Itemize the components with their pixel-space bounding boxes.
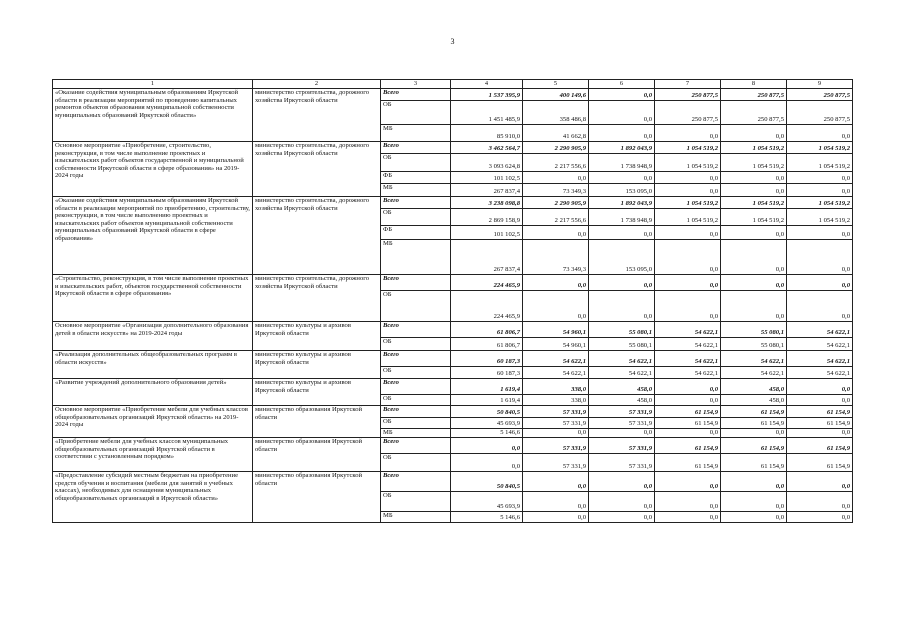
activity-description: Основное мероприятие «Организация дополнительного образования детей в области искусств» на 2019-2024 годы [53, 322, 253, 351]
amount-cell: 0,0 [787, 184, 853, 197]
header-row [53, 80, 853, 89]
amount-cell: 54 622,1 [787, 367, 853, 379]
amount-cell: 55 080,1 [721, 338, 787, 351]
table-row [53, 406, 853, 418]
header-cell: 2 [253, 80, 381, 89]
header-cell: 3 [381, 80, 451, 89]
amount-cell: 2 290 905,9 [523, 197, 589, 209]
funding-source-cell: Всего [381, 472, 451, 492]
amount-cell: 54 622,1 [787, 322, 853, 338]
funding-source-cell: ОБ [381, 291, 451, 322]
amount-cell: 0,0 [721, 291, 787, 322]
amount-cell: 1 619,4 [451, 379, 523, 395]
funding-source-cell: Всего [381, 197, 451, 209]
amount-cell: 73 349,3 [523, 184, 589, 197]
funding-source-cell: ОБ [381, 367, 451, 379]
amount-cell: 1 054 519,2 [787, 209, 853, 226]
amount-cell: 0,0 [523, 492, 589, 512]
page-number: 3 [450, 37, 455, 46]
amount-cell: 338,0 [523, 395, 589, 406]
amount-cell: 2 869 158,9 [451, 209, 523, 226]
funding-source-cell: ФБ [381, 226, 451, 240]
table-row [53, 438, 853, 454]
amount-cell: 1 451 485,9 [451, 101, 523, 125]
header-cell: 8 [721, 80, 787, 89]
amount-cell: 54 622,1 [523, 367, 589, 379]
amount-cell: 2 290 905,9 [523, 142, 589, 154]
amount-cell: 61 154,9 [655, 454, 721, 472]
activity-description: Основное мероприятие «Приобретение, строительство, реконструкция, в том числе выполнение проектных и изыскательских работ объектов государственной и муниципальной собственности Иркутской области в сфере образования» на 2019-2024 годы [53, 142, 253, 197]
funding-source-cell: ОБ [381, 338, 451, 351]
amount-cell: 61 154,9 [655, 406, 721, 418]
amount-cell: 1 054 519,2 [655, 154, 721, 172]
amount-cell: 60 187,3 [451, 367, 523, 379]
executor-cell: министерство образования Иркутской области [253, 472, 381, 523]
amount-cell: 0,0 [655, 512, 721, 523]
amount-cell: 0,0 [721, 472, 787, 492]
amount-cell: 0,0 [787, 240, 853, 275]
amount-cell: 1 054 519,2 [655, 197, 721, 209]
amount-cell: 0,0 [787, 226, 853, 240]
amount-cell: 0,0 [589, 429, 655, 438]
amount-cell: 1 738 948,9 [589, 154, 655, 172]
amount-cell: 0,0 [655, 379, 721, 395]
header-cell: 9 [787, 80, 853, 89]
amount-cell: 3 238 098,8 [451, 197, 523, 209]
amount-cell: 153 095,0 [589, 184, 655, 197]
amount-cell: 54 622,1 [655, 367, 721, 379]
amount-cell: 0,0 [787, 429, 853, 438]
table-row [53, 197, 853, 209]
amount-cell: 0,0 [451, 454, 523, 472]
amount-cell: 0,0 [787, 492, 853, 512]
amount-cell: 250 877,5 [655, 101, 721, 125]
amount-cell: 1 054 519,2 [721, 154, 787, 172]
amount-cell: 1 054 519,2 [721, 197, 787, 209]
amount-cell: 0,0 [523, 429, 589, 438]
budget-table [52, 79, 853, 523]
amount-cell: 0,0 [589, 291, 655, 322]
amount-cell: 0,0 [721, 172, 787, 184]
amount-cell: 400 149,6 [523, 89, 589, 101]
funding-source-cell: ОБ [381, 454, 451, 472]
amount-cell: 61 154,9 [787, 454, 853, 472]
amount-cell: 54 622,1 [589, 351, 655, 367]
amount-cell: 41 662,8 [523, 125, 589, 142]
amount-cell: 61 154,9 [787, 438, 853, 454]
amount-cell: 5 146,6 [451, 512, 523, 523]
funding-source-cell: ОБ [381, 492, 451, 512]
funding-source-cell: ОБ [381, 418, 451, 429]
amount-cell: 5 146,6 [451, 429, 523, 438]
executor-cell: министерство строительства, дорожного хозяйства Иркутской области [253, 275, 381, 322]
amount-cell: 85 910,0 [451, 125, 523, 142]
amount-cell: 458,0 [721, 379, 787, 395]
amount-cell: 45 693,9 [451, 492, 523, 512]
amount-cell: 1 892 043,9 [589, 142, 655, 154]
amount-cell: 57 331,9 [589, 418, 655, 429]
amount-cell: 267 837,4 [451, 184, 523, 197]
funding-source-cell: МБ [381, 184, 451, 197]
funding-source-cell: ОБ [381, 154, 451, 172]
amount-cell: 358 486,8 [523, 101, 589, 125]
amount-cell: 61 154,9 [655, 438, 721, 454]
amount-cell: 0,0 [721, 512, 787, 523]
amount-cell: 54 622,1 [589, 367, 655, 379]
amount-cell: 0,0 [655, 395, 721, 406]
amount-cell: 60 187,3 [451, 351, 523, 367]
funding-source-cell: Всего [381, 89, 451, 101]
amount-cell: 0,0 [655, 429, 721, 438]
amount-cell: 0,0 [589, 512, 655, 523]
amount-cell: 101 102,5 [451, 172, 523, 184]
activity-description: «Приобретение мебели для учебных классов муниципальных общеобразовательных организаций Иркутской области в соответствии с установленным порядком» [53, 438, 253, 472]
funding-source-cell: Всего [381, 322, 451, 338]
amount-cell: 224 465,9 [451, 275, 523, 291]
amount-cell: 57 331,9 [589, 406, 655, 418]
amount-cell: 0,0 [721, 429, 787, 438]
amount-cell: 0,0 [589, 492, 655, 512]
amount-cell: 0,0 [523, 172, 589, 184]
table-row [53, 322, 853, 338]
amount-cell: 57 331,9 [523, 454, 589, 472]
activity-description: «Оказание содействия муниципальным образованиям Иркутской области в реализации мероприятий по проведению капитальных ремонтов объектов образования муниципальной собственности муниципальных образований Иркутской области» [53, 89, 253, 142]
amount-cell: 0,0 [523, 275, 589, 291]
amount-cell: 73 349,3 [523, 240, 589, 275]
amount-cell: 0,0 [655, 240, 721, 275]
activity-description: «Предоставление субсидий местным бюджетам на приобретение средств обучения и воспитания (мебели для занятий в учебных классах), необходимых для оснащения муниципальных общеобразовательных организаций в Иркутской области» [53, 472, 253, 523]
amount-cell: 458,0 [721, 395, 787, 406]
amount-cell: 1 054 519,2 [787, 142, 853, 154]
amount-cell: 3 093 624,8 [451, 154, 523, 172]
amount-cell: 54 622,1 [523, 351, 589, 367]
table-row [53, 142, 853, 154]
amount-cell: 57 331,9 [589, 438, 655, 454]
amount-cell: 0,0 [589, 125, 655, 142]
amount-cell: 54 622,1 [655, 338, 721, 351]
funding-source-cell: Всего [381, 438, 451, 454]
activity-description: Основное мероприятие «Приобретение мебели для учебных классов общеобразовательных организаций Иркутской области» на 2019-2024 годы [53, 406, 253, 438]
amount-cell: 0,0 [787, 172, 853, 184]
amount-cell: 55 080,1 [589, 322, 655, 338]
amount-cell: 0,0 [655, 184, 721, 197]
amount-cell: 250 877,5 [655, 89, 721, 101]
amount-cell: 0,0 [787, 125, 853, 142]
amount-cell: 0,0 [721, 275, 787, 291]
amount-cell: 250 877,5 [787, 89, 853, 101]
amount-cell: 0,0 [721, 240, 787, 275]
header-cell: 7 [655, 80, 721, 89]
funding-source-cell: ФБ [381, 172, 451, 184]
amount-cell: 54 622,1 [787, 338, 853, 351]
executor-cell: министерство образования Иркутской области [253, 406, 381, 438]
amount-cell: 61 154,9 [655, 418, 721, 429]
amount-cell: 61 806,7 [451, 322, 523, 338]
amount-cell: 267 837,4 [451, 240, 523, 275]
amount-cell: 54 960,1 [523, 322, 589, 338]
amount-cell: 61 806,7 [451, 338, 523, 351]
amount-cell: 0,0 [589, 172, 655, 184]
amount-cell: 3 462 564,7 [451, 142, 523, 154]
executor-cell: министерство образования Иркутской области [253, 438, 381, 472]
table-row [53, 275, 853, 291]
amount-cell: 0,0 [589, 472, 655, 492]
amount-cell: 0,0 [721, 492, 787, 512]
amount-cell: 57 331,9 [523, 406, 589, 418]
activity-description: «Строительство, реконструкция, в том числе выполнение проектных и изыскательских работ, объектов государственной собственности Иркутской области в сфере образования» [53, 275, 253, 322]
amount-cell: 458,0 [589, 379, 655, 395]
amount-cell: 250 877,5 [787, 101, 853, 125]
amount-cell: 0,0 [655, 125, 721, 142]
amount-cell: 0,0 [655, 226, 721, 240]
amount-cell: 224 465,9 [451, 291, 523, 322]
executor-cell: министерство строительства, дорожного хозяйства Иркутской области [253, 197, 381, 275]
executor-cell: министерство строительства, дорожного хозяйства Иркутской области [253, 142, 381, 197]
amount-cell: 1 054 519,2 [787, 154, 853, 172]
funding-source-cell: МБ [381, 240, 451, 275]
amount-cell: 0,0 [721, 184, 787, 197]
funding-source-cell: ОБ [381, 395, 451, 406]
amount-cell: 0,0 [589, 101, 655, 125]
amount-cell: 338,0 [523, 379, 589, 395]
header-cell: 5 [523, 80, 589, 89]
amount-cell: 250 877,5 [721, 89, 787, 101]
header-cell: 6 [589, 80, 655, 89]
amount-cell: 55 080,1 [589, 338, 655, 351]
amount-cell: 45 693,9 [451, 418, 523, 429]
executor-cell: министерство культуры и архивов Иркутской области [253, 351, 381, 379]
amount-cell: 0,0 [451, 438, 523, 454]
amount-cell: 0,0 [655, 492, 721, 512]
funding-source-cell: Всего [381, 351, 451, 367]
amount-cell: 54 622,1 [721, 351, 787, 367]
amount-cell: 0,0 [655, 275, 721, 291]
funding-source-cell: Всего [381, 275, 451, 291]
amount-cell: 54 622,1 [655, 351, 721, 367]
amount-cell: 1 054 519,2 [655, 142, 721, 154]
amount-cell: 0,0 [787, 512, 853, 523]
amount-cell: 55 080,1 [721, 322, 787, 338]
amount-cell: 2 217 556,6 [523, 154, 589, 172]
table-body [53, 80, 853, 523]
amount-cell: 0,0 [523, 472, 589, 492]
funding-source-cell: Всего [381, 379, 451, 395]
amount-cell: 0,0 [655, 472, 721, 492]
amount-cell: 0,0 [523, 291, 589, 322]
amount-cell: 61 154,9 [721, 406, 787, 418]
amount-cell: 61 154,9 [721, 438, 787, 454]
amount-cell: 153 095,0 [589, 240, 655, 275]
amount-cell: 250 877,5 [721, 101, 787, 125]
header-cell: 4 [451, 80, 523, 89]
activity-description: «Реализация дополнительных общеобразовательных программ в области искусств» [53, 351, 253, 379]
activity-description: «Оказание содействия муниципальным образованиям Иркутской области в реализации мероприятий по приобретению, строительству, реконструкции, в том числе выполнению проектных и изыскательских работ объектов муниципальной собственности муниципальных образований Иркутской области в сфере образования» [53, 197, 253, 275]
executor-cell: министерство культуры и архивов Иркутской области [253, 322, 381, 351]
executor-cell: министерство строительства, дорожного хозяйства Иркутской области [253, 89, 381, 142]
amount-cell: 0,0 [523, 226, 589, 240]
activity-description: «Развитие учреждений дополнительного образования детей» [53, 379, 253, 406]
header-cell: 1 [53, 80, 253, 89]
amount-cell: 0,0 [787, 275, 853, 291]
table-row [53, 472, 853, 492]
amount-cell: 0,0 [721, 226, 787, 240]
amount-cell: 0,0 [589, 275, 655, 291]
funding-source-cell: Всего [381, 406, 451, 418]
amount-cell: 54 960,1 [523, 338, 589, 351]
amount-cell: 2 217 556,6 [523, 209, 589, 226]
amount-cell: 0,0 [589, 226, 655, 240]
amount-cell: 0,0 [787, 395, 853, 406]
amount-cell: 54 622,1 [655, 322, 721, 338]
amount-cell: 54 622,1 [787, 351, 853, 367]
funding-source-cell: ОБ [381, 209, 451, 226]
amount-cell: 0,0 [589, 89, 655, 101]
amount-cell: 0,0 [721, 125, 787, 142]
table-row [53, 89, 853, 101]
amount-cell: 1 054 519,2 [655, 209, 721, 226]
amount-cell: 61 154,9 [721, 454, 787, 472]
amount-cell: 0,0 [787, 291, 853, 322]
amount-cell: 57 331,9 [523, 438, 589, 454]
amount-cell: 1 892 043,9 [589, 197, 655, 209]
amount-cell: 458,0 [589, 395, 655, 406]
amount-cell: 50 840,5 [451, 406, 523, 418]
funding-source-cell: МБ [381, 429, 451, 438]
funding-source-cell: Всего [381, 142, 451, 154]
amount-cell: 61 154,9 [721, 418, 787, 429]
funding-source-cell: ОБ [381, 101, 451, 125]
table-row [53, 351, 853, 367]
amount-cell: 57 331,9 [523, 418, 589, 429]
amount-cell: 1 054 519,2 [721, 142, 787, 154]
amount-cell: 1 537 395,9 [451, 89, 523, 101]
funding-source-cell: МБ [381, 125, 451, 142]
amount-cell: 1 054 519,2 [721, 209, 787, 226]
funding-source-cell: МБ [381, 512, 451, 523]
amount-cell: 61 154,9 [787, 406, 853, 418]
amount-cell: 0,0 [655, 172, 721, 184]
amount-cell: 54 622,1 [721, 367, 787, 379]
amount-cell: 1 619,4 [451, 395, 523, 406]
amount-cell: 57 331,9 [589, 454, 655, 472]
amount-cell: 0,0 [655, 291, 721, 322]
amount-cell: 0,0 [523, 512, 589, 523]
executor-cell: министерство культуры и архивов Иркутской области [253, 379, 381, 406]
amount-cell: 101 102,5 [451, 226, 523, 240]
amount-cell: 1 738 948,9 [589, 209, 655, 226]
amount-cell: 61 154,9 [787, 418, 853, 429]
table-row [53, 379, 853, 395]
amount-cell: 1 054 519,2 [787, 197, 853, 209]
amount-cell: 0,0 [787, 379, 853, 395]
amount-cell: 50 840,5 [451, 472, 523, 492]
amount-cell: 0,0 [787, 472, 853, 492]
